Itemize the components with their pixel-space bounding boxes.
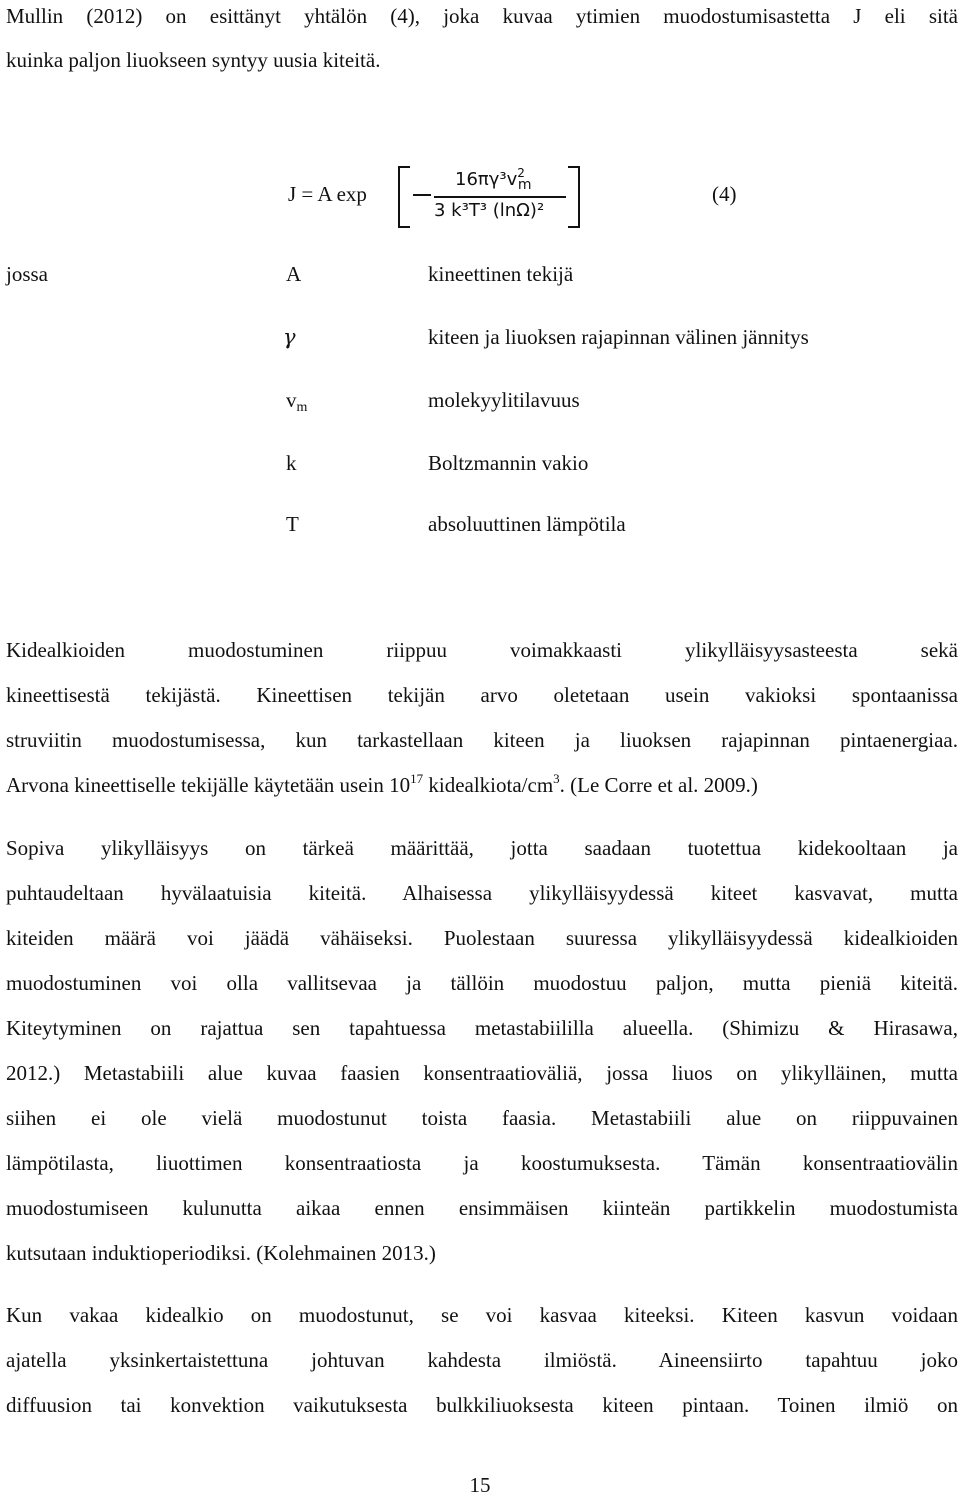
equation-numerator: $16\pi\gamma^3v^2_m$	[455, 166, 532, 193]
definition-symbol: $v_m$	[286, 388, 308, 415]
equation-number: (4)	[712, 182, 737, 206]
page-number: 15	[469, 1473, 491, 1497]
definitions-lead: jossa	[6, 262, 48, 286]
paragraph-line: ajatella yksinkertaistettuna johtuvan kahdesta ilmiöstä. Aineensiirto tapahtuu joko	[6, 1348, 958, 1372]
paragraph-line: diffuusion tai konvektion vaikutuksesta bulkkiliuoksesta kiteen pintaan. Toinen ilmiö on	[6, 1393, 958, 1417]
definition-row	[0, 512, 960, 542]
right-bracket-icon	[568, 166, 580, 228]
paragraph-line: muodostumiseen kulunutta aikaa ennen ensimmäisen kiinteän partikkelin muodostumista	[6, 1196, 958, 1220]
intro-line-2: kuinka paljon liuokseen syntyy uusia kiteitä.	[6, 48, 381, 72]
paragraph-line: puhtaudeltaan hyvälaatuisia kiteitä. Alhaisessa ylikylläisyydessä kiteet kasvavat, mutta	[6, 881, 958, 905]
definition-row	[0, 325, 960, 355]
paragraph-line: Arvona kineettiselle tekijälle käytetään usein $10^{17}$ kidealkiota/$cm^3$. (Le Corre et al. 2009.)	[6, 771, 758, 797]
definition-symbol: k	[286, 451, 297, 475]
definition-row	[0, 262, 960, 292]
paragraph-3	[6, 1293, 958, 1428]
paragraph-line: Sopiva ylikylläisyys on tärkeä määrittää, jotta saadaan tuotettua kidekooltaan ja	[6, 836, 958, 860]
paragraph-line: 2012.) Metastabiili alue kuvaa faasien konsentraatioväliä, jossa liuos on ylikylläinen, mutta	[6, 1061, 958, 1085]
minus-sign-icon	[413, 194, 431, 196]
paragraph-2	[6, 826, 958, 1276]
paragraph-line: lämpötilasta, liuottimen konsentraatiosta ja koostumuksesta. Tämän konsentraatiovälin	[6, 1151, 958, 1175]
paragraph-1	[6, 628, 958, 808]
definition-description: absoluuttinen lämpötila	[428, 512, 626, 536]
definition-symbol: γ	[283, 325, 296, 349]
paragraph-line: Kun vakaa kidealkio on muodostunut, se voi kasvaa kiteeksi. Kiteen kasvun voidaan	[6, 1303, 958, 1327]
intro-paragraph	[6, 0, 958, 82]
definition-description: molekyylitilavuus	[428, 388, 580, 412]
equation-denominator: 3 k³T³ (lnΩ)²	[434, 200, 545, 221]
paragraph-line: Kidealkioiden muodostuminen riippuu voimakkaasti ylikylläisyysasteesta sekä	[6, 638, 958, 662]
paragraph-line: struviitin muodostumisessa, kun tarkastellaan kiteen ja liuoksen rajapinnan pintaenergiaa.	[6, 728, 958, 752]
definition-symbol: A	[286, 262, 302, 286]
definition-symbol: T	[286, 512, 299, 536]
equation-4	[0, 160, 960, 240]
definition-description: kiteen ja liuoksen rajapinnan välinen jännitys	[428, 325, 809, 349]
paragraph-line: kineettisestä tekijästä. Kineettisen tekijän arvo oletetaan usein vakioksi spontaanissa	[6, 683, 958, 707]
intro-line-1: Mullin (2012) on esittänyt yhtälön (4), joka kuvaa ytimien muodostumisastetta J eli sitä	[6, 4, 958, 28]
definition-row	[0, 388, 960, 418]
paragraph-line: muodostuminen voi olla vallitsevaa ja tällöin muodostuu paljon, mutta pieniä kiteitä.	[6, 971, 958, 995]
equation-lhs: J = A exp	[288, 182, 367, 206]
fraction-bar	[434, 196, 566, 198]
paragraph-line: kiteiden määrä voi jäädä vähäiseksi. Puolestaan suuressa ylikylläisyydessä kidealkioiden	[6, 926, 958, 950]
paragraph-line: siihen ei ole vielä muodostunut toista faasia. Metastabiili alue on riippuvainen	[6, 1106, 958, 1130]
paragraph-line: Kiteytyminen on rajattua sen tapahtuessa metastabiililla alueella. (Shimizu & Hirasawa,	[6, 1016, 958, 1040]
definition-description: kineettinen tekijä	[428, 262, 574, 286]
definition-description: Boltzmannin vakio	[428, 451, 589, 475]
left-bracket-icon	[398, 166, 410, 228]
paragraph-line: kutsutaan induktioperiodiksi. (Kolehmainen 2013.)	[6, 1241, 436, 1265]
definition-row	[0, 451, 960, 481]
